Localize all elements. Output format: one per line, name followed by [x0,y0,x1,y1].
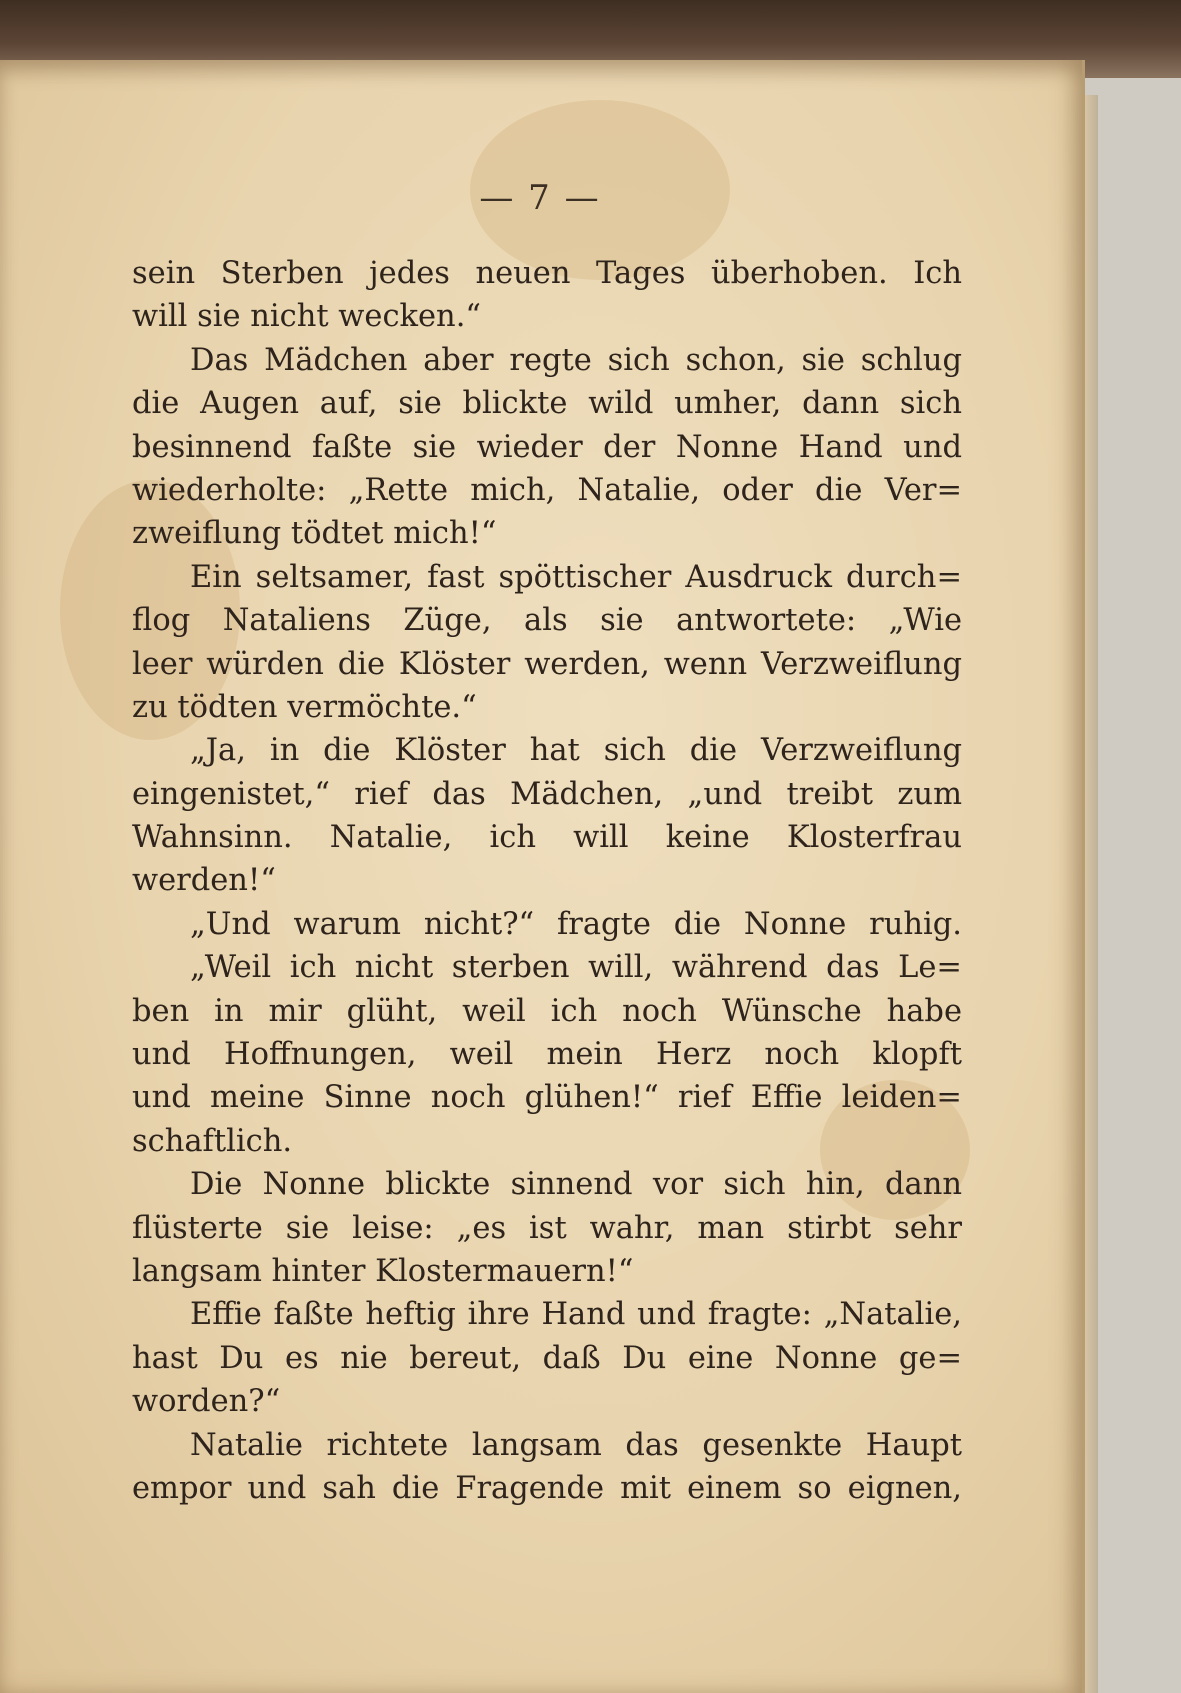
text-line: Die Nonne blickte sinnend vor sich hin, dann [190,1167,962,1203]
text-line: besinnend faßte sie wieder der Nonne Hand und [132,429,962,465]
body-text [132,252,962,1510]
text-line: sein Sterben jedes neuen Tages überhoben. Ich [132,256,962,291]
text-line: worden?“ [132,1384,281,1420]
text-line: Wahnsinn. Natalie, ich will keine Klosterfrau [132,820,962,856]
text-line: Effie faßte heftig ihre Hand und fragte: „Natalie, [190,1297,962,1333]
text-line: zweiflung tödtet mich!“ [132,516,497,552]
text-line: Ein seltsamer, fast spöttischer Ausdruck durch= [190,559,962,595]
text-line: „Und warum nicht?“ fragte die Nonne ruhig. [190,906,962,942]
text-line: eingenistet,“ rief das Mädchen, „und treibt zum [132,776,962,812]
text-line: leer würden die Klöster werden, wenn Verzweiflung [132,646,962,682]
text-line: langsam hinter Klostermauern!“ [132,1253,634,1289]
text-line: flog Nataliens Züge, als sie antwortete: „Wie [132,603,962,639]
text-line: hast Du es nie bereut, daß Du eine Nonne ge= [132,1340,962,1376]
text-line: will sie nicht wecken.“ [132,299,481,335]
text-line: „Weil ich nicht sterben will, während das Le= [190,950,962,986]
text-line: die Augen auf, sie blickte wild umher, dann sich [132,386,962,422]
text-line: wiederholte: „Rette mich, Natalie, oder die Ver= [132,472,962,508]
text-line: Das Mädchen aber regte sich schon, sie schlug [190,342,962,378]
text-line: ben in mir glüht, weil ich noch Wünsche habe [132,993,962,1029]
text-line: zu tödten vermöchte.“ [132,689,477,725]
text-line: „Ja, in die Klöster hat sich die Verzweiflung [190,733,962,769]
text-line: schaftlich. [132,1123,293,1159]
text-line: flüsterte sie leise: „es ist wahr, man stirbt sehr [132,1210,962,1246]
page-number: — 7 — [479,178,601,218]
text-line: empor und sah die Fragende mit einem so eignen, [132,1470,962,1506]
text-line: Natalie richtete langsam das gesenkte Haupt [190,1427,962,1463]
text-line: und Hoffnungen, weil mein Herz noch klopft [132,1037,962,1073]
text-line: werden!“ [132,863,276,899]
text-line: und meine Sinne noch glühen!“ rief Effie leiden= [132,1080,962,1116]
page-edge [1084,95,1098,1693]
